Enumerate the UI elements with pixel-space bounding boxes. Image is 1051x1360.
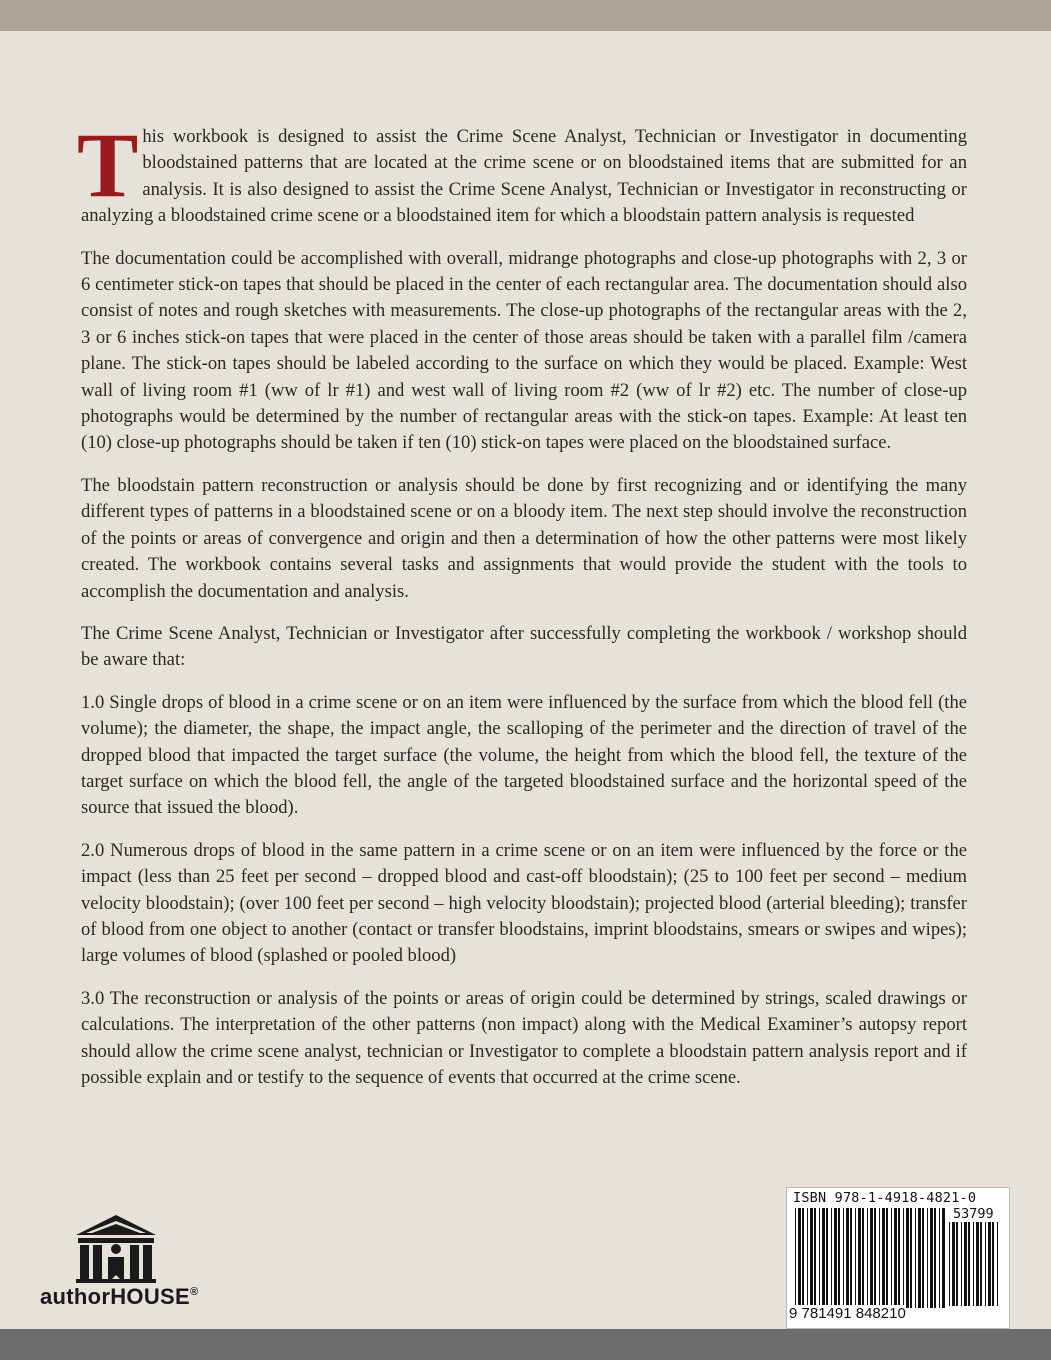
paragraph-point-1: 1.0 Single drops of blood in a crime scene or on an item were influenced by the surface from which the blood fell (the volume); the diameter, the shape, the impact angle, the scalloping of the perimeter and the direction of travel of the dropped blood that impacted the target surface (the volume, the height from which the blood fell, the texture of the target surface on which the blood fell, the angle of the targeted bloodstained surface and the horizontal speed of the source that issued the blood). xyxy=(81,691,967,819)
barcode-bar xyxy=(949,1222,950,1306)
paragraph-aware: The Crime Scene Analyst, Technician or Investigator after successfully completing the workbook / workshop should be aware that: xyxy=(81,622,967,671)
barcode-bar xyxy=(906,1208,909,1308)
barcode-bar xyxy=(930,1208,933,1308)
barcode-bar xyxy=(961,1222,962,1306)
barcode-bar xyxy=(894,1208,897,1308)
barcode-bar xyxy=(992,1222,994,1306)
paragraph-intro-text: his workbook is designed to assist the Crime Scene Analyst, Technician or Investigator in documenting bloodstained patterns that are located at the crime scene or on bloodstained items that are submitted for an analysis. It is also designed to assist the Crime Scene Analyst, Technician or Investigator in reconstructing or analyzing a bloodstained crime scene or a bloodstained item for which a bloodstain pattern analysis is requested xyxy=(81,126,967,227)
barcode-bar xyxy=(915,1208,916,1308)
barcode-bar xyxy=(798,1208,801,1308)
barcode-bar xyxy=(886,1208,888,1308)
barcode-bar xyxy=(952,1222,955,1306)
barcode-bar xyxy=(898,1208,900,1308)
paragraph-point-2: 2.0 Numerous drops of blood in the same pattern in a crime scene or on an item were influenced by the force or the impact (less than 25 feet per second – dropped blood and cast-off bloodstain); (25 to 100 feet per second – medium velocity bloodstain); (over 100 feet per second – high velocity bloodstain); projected blood (arterial bleeding); transfer of blood from one object to another (contact or transfer bloodstains, imprint bloodstains, smears or swipes and wipes); large volumes of blood (splashed or pooled blood) xyxy=(81,839,967,967)
barcode-bar xyxy=(988,1222,991,1306)
barcode-bar xyxy=(834,1208,837,1308)
barcode-bar xyxy=(795,1208,796,1308)
barcode-bar xyxy=(843,1208,844,1308)
barcode-bar xyxy=(874,1208,876,1308)
barcode-bar xyxy=(891,1208,892,1308)
isbn-label: ISBN 978-1-4918-4821-0 xyxy=(793,1190,977,1206)
barcode-bar xyxy=(867,1208,868,1308)
barcode-bar xyxy=(810,1208,813,1308)
paragraph-analysis: The bloodstain pattern reconstruction or analysis should be done by first recognizing and or identifying the many different types of patterns in a bloodstained scene or on a bloody item. The next step should involve the reconstruction of the points or areas of convergence and origin and then a determination of how the other patterns were most likely created. The workbook contains several tasks and assignments that would provide the student with the tools to accomplish the documentation and analysis. xyxy=(81,474,967,602)
barcode-bar xyxy=(956,1222,958,1306)
publisher-logo xyxy=(40,1208,210,1318)
top-band xyxy=(0,0,1051,31)
barcode-bar xyxy=(822,1208,825,1308)
isbn-barcode xyxy=(786,1187,1010,1329)
barcode-bar xyxy=(819,1208,820,1308)
barcode-bar xyxy=(855,1208,856,1308)
barcode-bar xyxy=(910,1208,912,1308)
back-cover-text xyxy=(77,114,967,1107)
barcode-bar xyxy=(814,1208,816,1308)
barcode-bar xyxy=(850,1208,852,1308)
addon-barcode-bars xyxy=(949,1222,1001,1306)
house-book-icon xyxy=(70,1213,162,1285)
barcode-bar xyxy=(846,1208,849,1308)
barcode-bar xyxy=(918,1208,921,1308)
barcode-bar xyxy=(882,1208,885,1308)
price-code: 53799 xyxy=(953,1206,994,1222)
barcode-bar xyxy=(985,1222,986,1306)
barcode-bar xyxy=(973,1222,974,1306)
dropcap-letter: T xyxy=(77,114,139,216)
main-barcode-bars xyxy=(795,1208,945,1308)
barcode-bar xyxy=(964,1222,967,1306)
barcode-bar xyxy=(922,1208,924,1308)
barcode-bar xyxy=(934,1208,936,1308)
barcode-bar xyxy=(927,1208,928,1308)
barcode-bar xyxy=(858,1208,861,1308)
barcode-bar xyxy=(976,1222,979,1306)
barcode-digits: 9 781491 848210 xyxy=(789,1305,906,1322)
barcode-bar xyxy=(862,1208,864,1308)
barcode-bar xyxy=(807,1208,808,1308)
paragraph-point-3: 3.0 The reconstruction or analysis of the points or areas of origin could be determined by strings, scaled drawings or calculations. The interpretation of the other patterns (non impact) along with the Medical Examiner’s autopsy report should allow the crime scene analyst, technician or Investigator to complete a bloodstain pattern analysis report and if possible explain and or testify to the sequence of events that occurred at the crime scene. xyxy=(81,987,967,1088)
paragraph-documentation: The documentation could be accomplished with overall, midrange photographs and close-up photographs with 2, 3 or 6 centimeter stick-on tapes that should be placed in the center of each rectangular area. The documentation should also consist of notes and rough sketches with measurements. The close-up photographs of the rectangular areas with the 2, 3 or 6 inches stick-on tapes that were placed in the center of those areas should be taken with a parallel film /camera plane. The stick-on tapes should be labeled according to the surface on which they would be placed. Example: West wall of living room #1 (ww of lr #1) and west wall of living room #2 (ww of lr #2) etc. The number of close-up photographs would be determined by the number of rectangular areas with the stick-on tapes. Example: At least ten (10) close-up photographs should be taken if ten (10) stick-on tapes were placed on the bloodstained surface. xyxy=(81,247,967,454)
barcode-bar xyxy=(870,1208,873,1308)
barcode-bar xyxy=(939,1208,940,1308)
barcode-bar xyxy=(826,1208,828,1308)
barcode-bar xyxy=(879,1208,880,1308)
barcode-bar xyxy=(942,1208,945,1308)
barcode-bar xyxy=(968,1222,970,1306)
barcode-bar xyxy=(997,1222,998,1306)
bottom-band xyxy=(0,1329,1051,1360)
barcode-bar xyxy=(903,1208,904,1308)
barcode-bar xyxy=(838,1208,840,1308)
barcode-bar xyxy=(831,1208,832,1308)
publisher-name: authorHOUSE® xyxy=(40,1284,199,1309)
barcode-bar xyxy=(980,1222,982,1306)
barcode-bar xyxy=(802,1208,804,1308)
paragraph-intro xyxy=(77,114,967,230)
